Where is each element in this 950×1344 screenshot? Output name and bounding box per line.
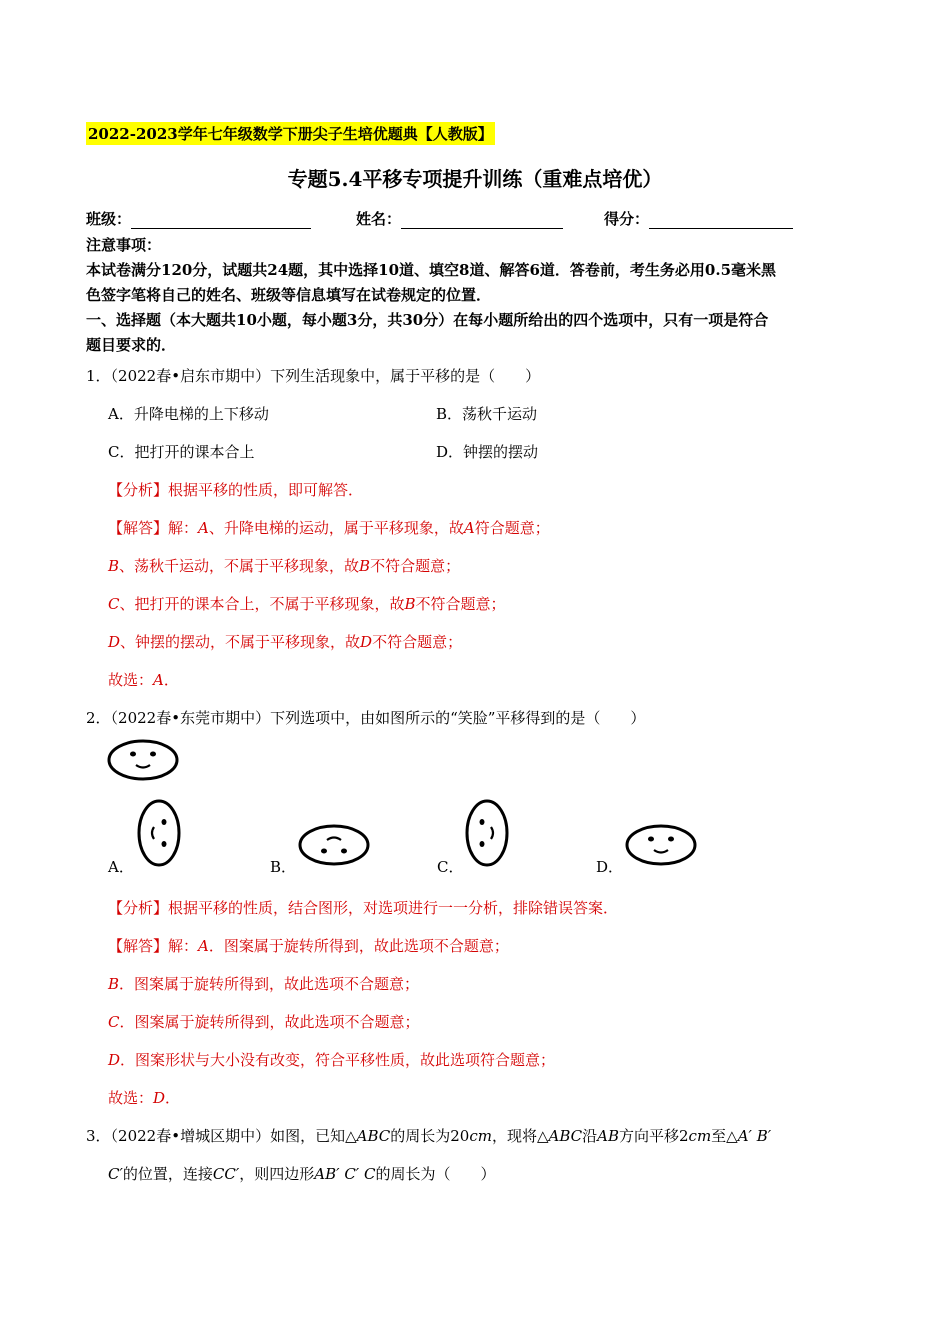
stem-text: 3．（2022春•增城区期中）如图，已知△ [86,1127,357,1145]
q1-solution-line-1 [108,517,550,538]
q2-option-b-label[interactable]: B． [270,858,297,876]
stem-text: 至△ [711,1127,738,1145]
q3-stem-line-2 [108,1163,495,1184]
final-prefix: 故选： [108,1089,154,1107]
q1-solution-line-2 [108,555,460,576]
stem-text: ，现将△ [491,1127,549,1145]
q2-solution-line-1 [108,935,509,956]
final-prefix: 故选： [108,671,154,689]
q2-final-answer [108,1087,180,1108]
q2-option-c-label[interactable]: C． [437,858,464,876]
math-unit: cm [688,1127,712,1145]
final-answer: A [153,671,164,689]
math-var: B [108,975,120,993]
math-var: A [463,519,475,537]
solution-text: 、升降电梯的运动，属于平移现象，故 [208,519,464,537]
smiley-face-option-b[interactable] [297,823,371,867]
final-suffix: ． [165,1089,181,1107]
solution-prefix: 【解答】解： [108,519,199,537]
math-var: B [404,595,416,613]
math-var: D [108,633,121,651]
final-answer: D [153,1089,166,1107]
solution-text: 不符合题意； [372,633,463,651]
math-var: A′ B′ [737,1127,772,1145]
solution-text: 、钟摆的摆动，不属于平移现象，故 [120,633,361,651]
score-label: 得分： [604,210,650,228]
notice-line-1: 本试卷满分120分，试题共24题，其中选择10道、填空8道、解答6道．答卷前，考生务必用0.5毫米黑 [86,261,777,279]
solution-text: ．图案属于旋转所得到，故此选项不合题意； [208,937,509,955]
math-var: A [198,519,209,537]
math-var: C′ [108,1165,123,1183]
q1-option-b[interactable]: B．荡秋千运动 [436,405,538,423]
solution-text: ．图案属于旋转所得到，故此选项不合题意； [119,1013,420,1031]
stem-text: ，则四边形 [239,1165,315,1183]
q1-analysis: 【分析】根据平移的性质，即可解答． [108,481,364,499]
smiley-face-option-a[interactable] [136,798,182,868]
math-var: B [359,557,371,575]
smiley-face-reference [106,738,180,782]
solution-text: 不符合题意； [415,595,506,613]
smiley-face-option-d[interactable] [624,823,698,867]
class-blank[interactable] [131,212,311,229]
q1-solution-line-4 [108,631,462,652]
section-heading-line-1: 一、选择题（本大题共10小题，每小题3分，共30分）在每小题所给出的四个选项中，只有一项是符合 [86,311,769,329]
math-var: AB [597,1127,619,1145]
smiley-face-option-c[interactable] [464,798,510,868]
q1-option-a[interactable]: A．升降电梯的上下移动 [108,405,269,423]
q3-stem-line-1 [86,1125,771,1146]
page-title: 专题5.4平移专项提升训练（重难点培优） [287,167,663,191]
q1-option-d[interactable]: D．钟摆的摆动 [436,443,539,461]
section-heading-line-2: 题目要求的． [86,336,177,354]
q2-analysis: 【分析】根据平移的性质，结合图形，对选项进行一一分析，排除错误答案． [108,899,619,917]
solution-text: ．图案属于旋转所得到，故此选项不合题意； [119,975,420,993]
score-blank[interactable] [649,212,793,229]
q2-stem: 2．（2022春•东莞市期中）下列选项中，由如图所示的“笑脸”平移得到的是（ ） [86,709,646,727]
stem-text: 方向平移2 [619,1127,689,1145]
math-unit: cm [469,1127,492,1145]
stem-text: 的周长为（ ） [375,1165,496,1183]
notice-line-2: 色签字笔将自己的姓名、班级等信息填写在试卷规定的位置． [86,286,492,304]
solution-prefix: 【解答】解： [108,937,199,955]
stem-text: 沿 [582,1127,598,1145]
q2-solution-line-4 [108,1049,555,1070]
series-highlight: 2022-2023学年七年级数学下册尖子生培优题典【人教版】 [86,122,495,145]
name-label: 姓名： [356,210,402,228]
score-field [604,208,793,229]
q2-option-d-label[interactable]: D． [596,858,624,876]
name-field [356,208,563,229]
solution-text: 不符合题意； [370,557,461,575]
q1-option-c[interactable]: C．把打开的课本合上 [108,443,255,461]
math-var: ABC [356,1127,391,1145]
class-field [86,208,311,229]
solution-text: ．图案形状与大小没有改变，符合平移性质，故此选项符合题意； [120,1051,556,1069]
name-blank[interactable] [401,212,563,229]
q1-final-answer [108,669,179,690]
solution-text: 符合题意； [474,519,550,537]
math-var: ABC [548,1127,583,1145]
math-var: C [108,595,120,613]
notice-heading: 注意事项： [86,236,162,254]
q2-option-a-label[interactable]: A． [108,858,134,876]
math-var: D [108,1051,121,1069]
q2-solution-line-3 [108,1011,420,1032]
math-var: A [198,937,209,955]
q2-solution-line-2 [108,973,419,994]
q1-stem: 1．（2022春•启东市期中）下列生活现象中，属于平移的是（ ） [86,367,541,385]
q1-solution-line-3 [108,593,506,614]
final-suffix: ． [163,671,179,689]
math-var: CC′ [212,1165,240,1183]
solution-text: 、荡秋千运动，不属于平移现象，故 [119,557,360,575]
solution-text: 、把打开的课本合上，不属于平移现象，故 [119,595,405,613]
math-var: C [108,1013,120,1031]
stem-text: 的周长为20 [390,1127,470,1145]
math-var: D [360,633,373,651]
stem-text: 的位置，连接 [122,1165,213,1183]
math-var: B [108,557,120,575]
math-var: AB′ C′ C [314,1165,376,1183]
class-label: 班级： [86,210,132,228]
